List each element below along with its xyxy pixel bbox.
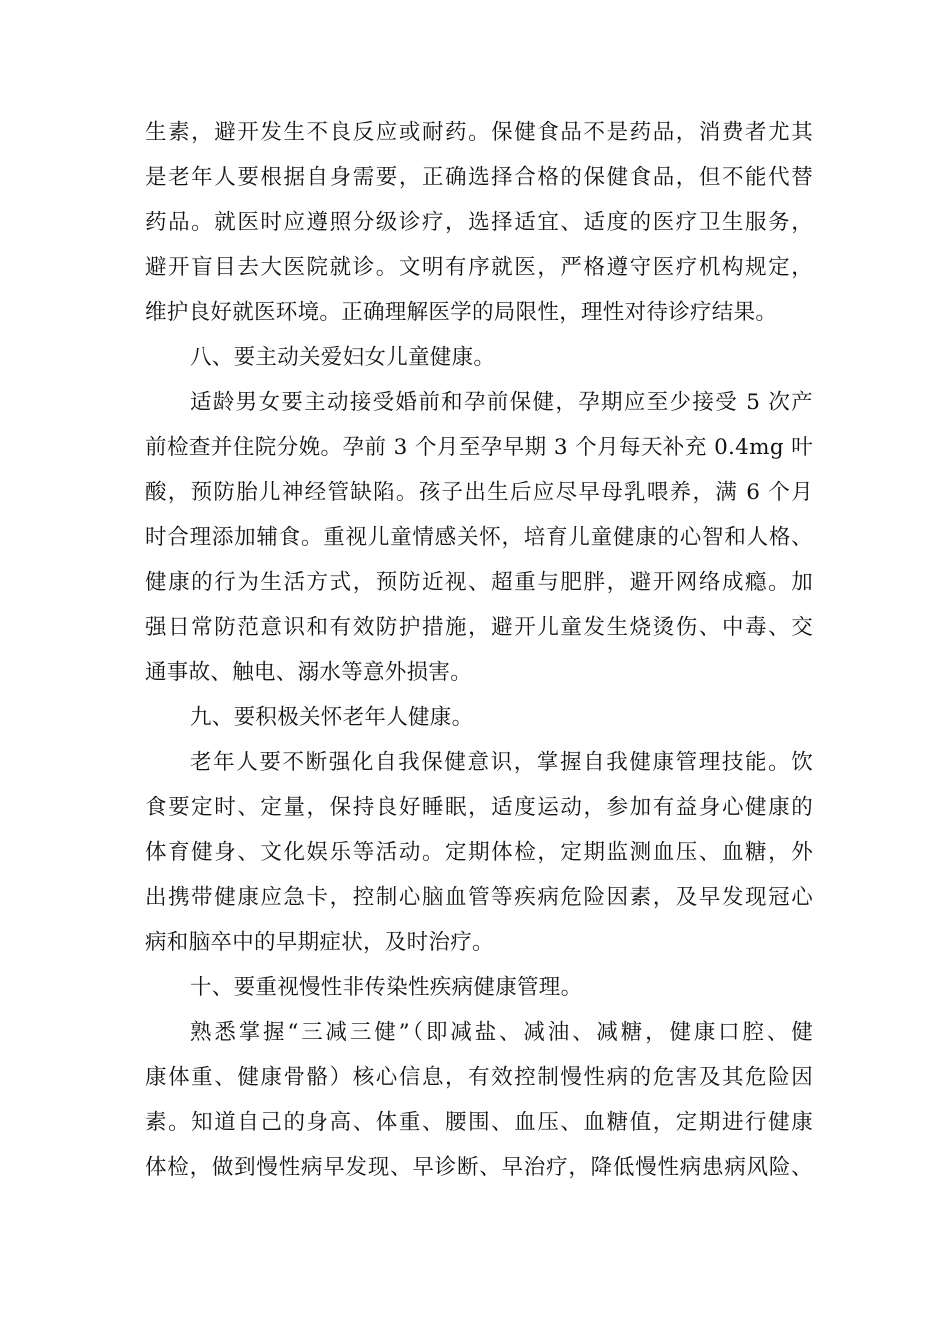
text-line: 老年人要不断强化自我保健意识，掌握自我健康管理技能。饮: [190, 750, 813, 775]
text-line: 素。知道自己的身高、体重、腰围、血压、血糖值，定期进行健康: [145, 1110, 813, 1135]
text-line: 维护良好就医环境。正确理解医学的局限性，理性对待诊疗结果。: [145, 300, 778, 325]
text-line: 病和脑卒中的早期症状，及时治疗。: [145, 930, 494, 955]
text-line: 健康的行为生活方式，预防近视、超重与肥胖，避开网络成瘾。加: [145, 570, 813, 595]
text-line: 药品。就医时应遵照分级诊疗，选择适宜、适度的医疗卫生服务，: [145, 210, 813, 235]
text-line: 避开盲目去大医院就诊。文明有序就医，严格遵守医疗机构规定，: [145, 255, 813, 280]
text-line: 熟悉掌握“三减三健”（即减盐、减油、减糖，健康口腔、健: [190, 1020, 813, 1045]
text-line: 体检，做到慢性病早发现、早诊断、早治疗，降低慢性病患病风险、: [145, 1155, 813, 1180]
document-body: [145, 110, 813, 1190]
section-heading-8: 八、要主动关爱妇女儿童健康。: [190, 345, 496, 370]
text-line: 是老年人要根据自身需要，正确选择合格的保健食品，但不能代替: [145, 165, 813, 190]
text-line: 适龄男女要主动接受婚前和孕前保健，孕期应至少接受 5 次产: [190, 390, 813, 415]
text-line: 通事故、触电、溺水等意外损害。: [145, 660, 473, 685]
text-line: 体育健身、文化娱乐等活动。定期体检，定期监测血压、血糖，外: [145, 840, 813, 865]
text-line: 时合理添加辅食。重视儿童情感关怀，培育儿童健康的心智和人格、: [145, 525, 813, 550]
text-line: 强日常防范意识和有效防护措施，避开儿童发生烧烫伤、中毒、交: [145, 615, 813, 640]
text-line: 酸，预防胎儿神经管缺陷。孩子出生后应尽早母乳喂养，满 6 个月: [145, 480, 813, 505]
section-heading-10: 十、要重视慢性非传染性疾病健康管理。: [190, 975, 583, 1000]
text-line: 康体重、健康骨骼）核心信息，有效控制慢性病的危害及其危险因: [145, 1065, 813, 1090]
text-line: 食要定时、定量，保持良好睡眠，适度运动，参加有益身心健康的: [145, 795, 813, 820]
section-heading-9: 九、要积极关怀老年人健康。: [190, 705, 474, 730]
text-line: 前检查并住院分娩。孕前 3 个月至孕早期 3 个月每天补充 0.4mg 叶: [145, 435, 813, 460]
text-line: 出携带健康应急卡，控制心脑血管等疾病危险因素，及早发现冠心: [145, 885, 813, 910]
text-line: 生素，避开发生不良反应或耐药。保健食品不是药品，消费者尤其: [145, 120, 813, 145]
